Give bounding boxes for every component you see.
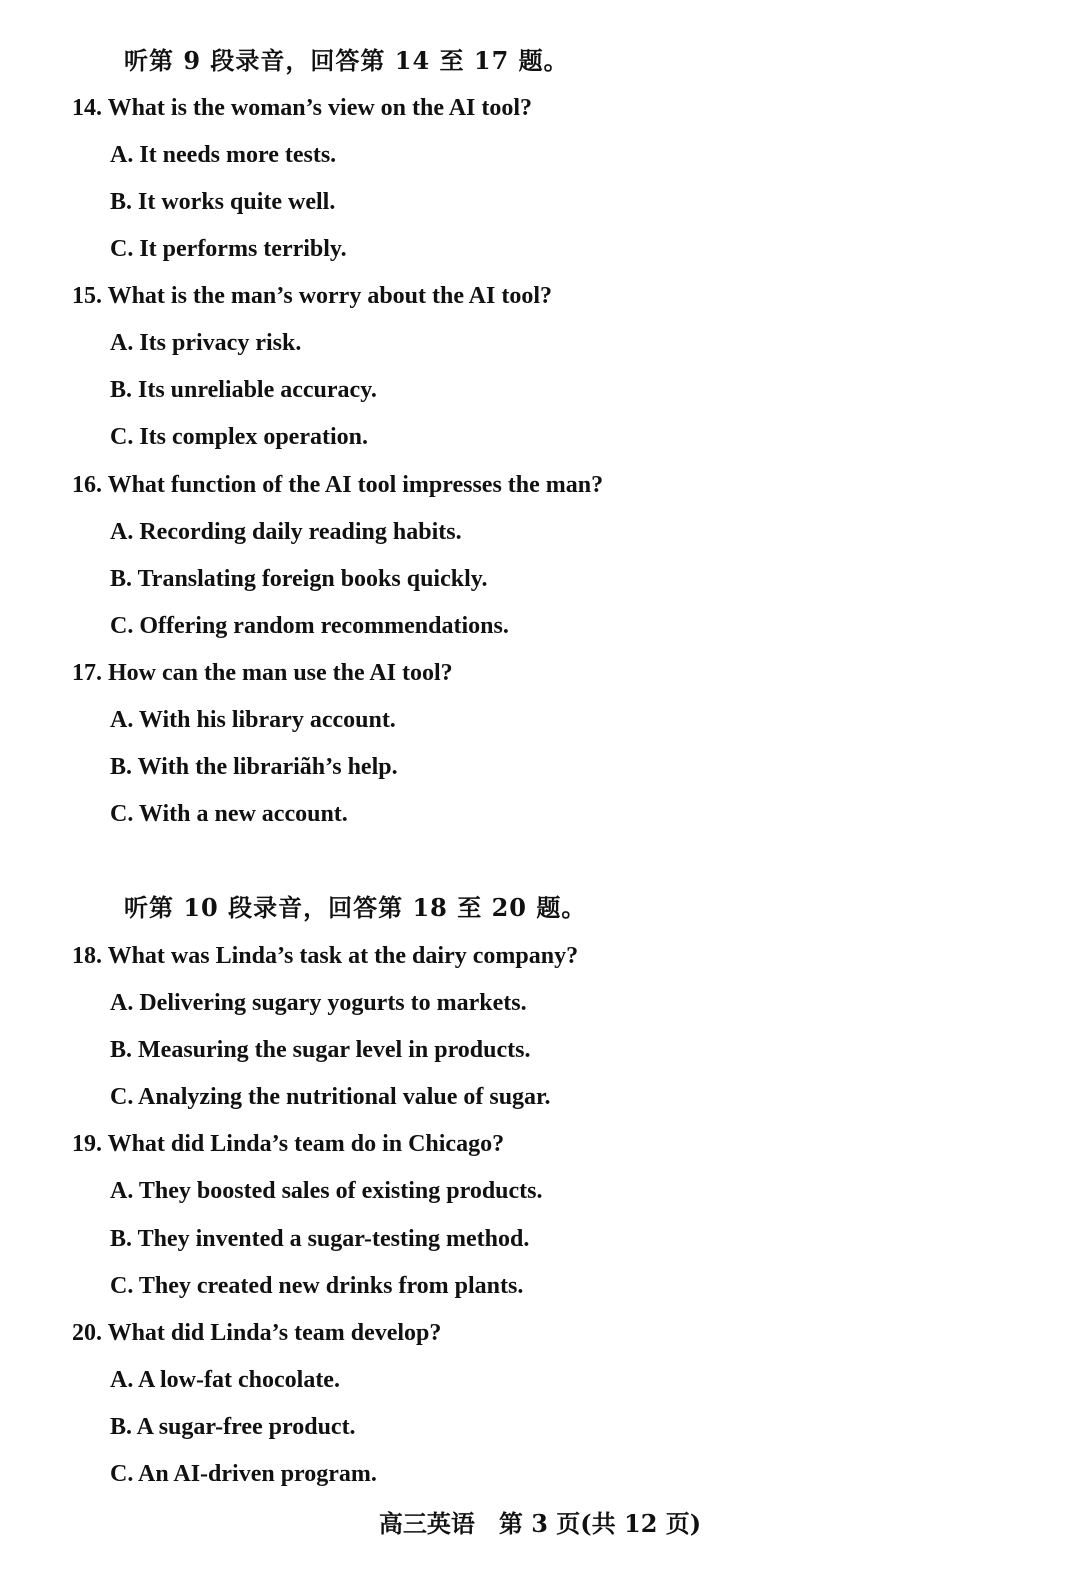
option-15b: B. Its unreliable accuracy. (110, 377, 377, 403)
option-19b: B. They invented a sugar-testing method. (110, 1226, 530, 1252)
page-footer: 高三英语 第 3 页(共 12 页) (378, 1509, 702, 1538)
option-18b: B. Measuring the sugar level in products. (110, 1037, 531, 1063)
option-17b: B. With the librariãh’s help. (110, 754, 398, 780)
option-18c: C. Analyzing the nutritional value of sugar. (110, 1084, 551, 1110)
option-17a: A. With his library account. (110, 707, 396, 733)
question-17: 17. How can the man use the AI tool? (72, 660, 453, 686)
option-15c: C. Its complex operation. (110, 424, 368, 450)
option-15a: A. Its privacy risk. (110, 330, 302, 356)
option-20b: B. A sugar-free product. (110, 1414, 356, 1440)
option-14a: A. It needs more tests. (110, 142, 337, 168)
option-18a: A. Delivering sugary yogurts to markets. (110, 990, 527, 1016)
option-19a: A. They boosted sales of existing products. (110, 1178, 543, 1204)
question-19: 19. What did Linda’s team do in Chicago? (72, 1131, 505, 1157)
option-17c: C. With a new account. (110, 801, 348, 827)
option-19c: C. They created new drinks from plants. (110, 1273, 524, 1299)
option-14b: B. It works quite well. (110, 189, 336, 215)
section-heading: 听第 9 段录音，回答第 14 至 17 题。 (124, 46, 569, 75)
option-16b: B. Translating foreign books quickly. (110, 566, 488, 592)
question-14: 14. What is the woman’s view on the AI tool? (72, 95, 533, 121)
question-20: 20. What did Linda’s team develop? (72, 1320, 442, 1346)
option-16a: A. Recording daily reading habits. (110, 519, 462, 545)
option-20a: A. A low-fat chocolate. (110, 1367, 340, 1393)
section-heading: 听第 10 段录音，回答第 18 至 20 题。 (124, 893, 587, 922)
option-20c: C. An AI-driven program. (110, 1461, 377, 1487)
question-16: 16. What function of the AI tool impresses the man? (72, 472, 604, 498)
option-14c: C. It performs terribly. (110, 236, 347, 262)
question-18: 18. What was Linda’s task at the dairy company? (72, 943, 579, 969)
option-16c: C. Offering random recommendations. (110, 613, 509, 639)
question-15: 15. What is the man’s worry about the AI tool? (72, 283, 553, 309)
